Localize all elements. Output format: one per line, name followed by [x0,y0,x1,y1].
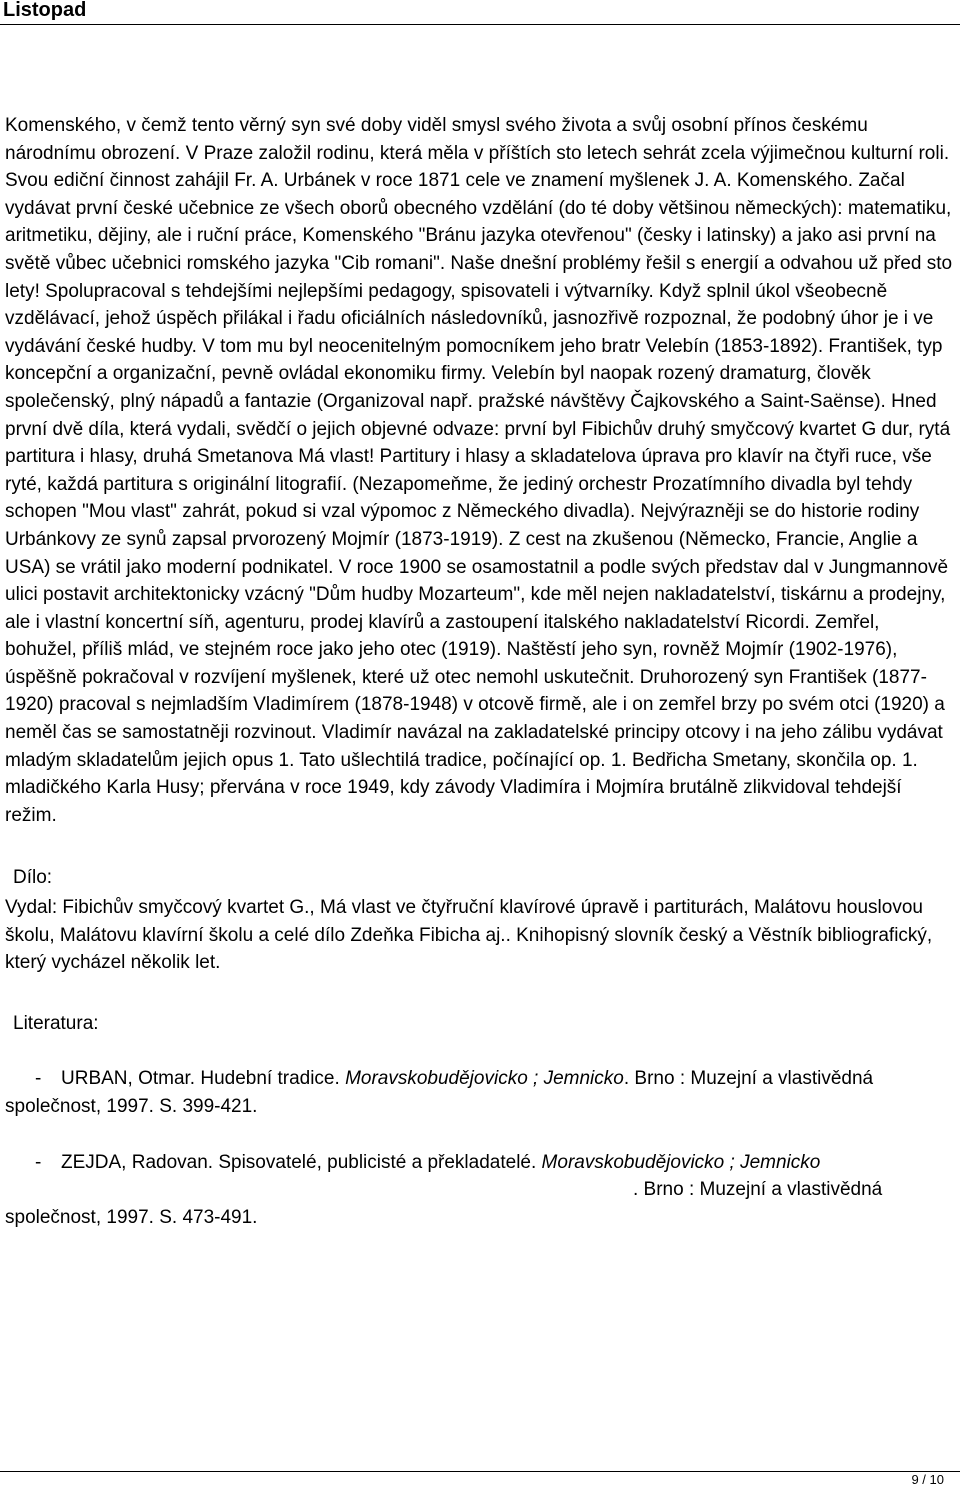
header-title: Listopad [3,0,87,21]
literature-item-title: Moravskobudějovicko ; Jemnicko [345,1068,624,1090]
list-dash: - [35,1151,42,1173]
page-header [0,0,960,26]
literature-item [5,1149,955,1232]
literature-item-suffix: . Brno : Muzejní a vlastivědná společnost, 1997. S. 473-491. [5,1179,883,1228]
header-divider [0,24,960,25]
footer-divider [0,1471,960,1472]
page-number: 9 / 10 [911,1472,944,1487]
literature-heading: Literatura: [13,1012,99,1034]
literature-item-suffix: . Brno : Muzejní a vlastivědná společnost, 1997. S. 399-421. [5,1068,874,1117]
literature-item-prefix: ZEJDA, Radovan. Spisovatelé, publicisté a překladatelé. [61,1151,542,1173]
literature-item [5,1065,955,1120]
work-text: Vydal: Fibichův smyčcový kvartet G., Má vlast ve čtyřruční klavírové úpravě i partiturách, Malátovu houslovou školu, Malátovu klavírní školu a celé dílo Zdeňka Fibicha aj.. Knihopisný slovník český a Věstník bibliografický, který vycházel několik let. [5,897,933,974]
document-content [5,112,955,1231]
literature-item-title: Moravskobudějovicko ; Jemnicko [541,1151,821,1173]
work-heading: Dílo: [13,867,53,889]
list-dash: - [35,1068,42,1090]
literature-item-prefix: URBAN, Otmar. Hudební tradice. [61,1068,346,1090]
body-paragraph: Komenského, v čemž tento věrný syn své doby viděl smysl svého života a svůj osobní přínos českému národnímu obrození. V Praze založil rodinu, která měla v příštích sto letech sehrát zcela výjimečnou kulturní roli. Svou ediční činnost zahájil Fr. A. Urbánek v roce 1871 cele ve znamení myšlenek J. A. Komenského. Začal vydávat první české učebnice ze všech oborů obecného vzdělání (do té doby většinou německých): matematiku, aritmetiku, dějiny, ale i ruční práce, Komenského "Bránu jazyka otevřenou" (česky i latinsky) a jako asi první na světě vůbec učebnici romského jazyka "Cib romani". Naše dnešní problémy řešil s energií a odvahou už před sto lety! Spolupracoval s tehdejšími nejlepšími pedagogy, spisovateli i výtvarníky. Když splnil úkol všeobecně vzdělávací, jehož úspěch přilákal i řadu oficiálních následovníků, jasnozřivě rozpoznal, že podobný úhor je i ve vydávání české hudby. V tom mu byl neocenitelným pomocníkem jeho bratr Velebín (1853-1892). František, typ koncepční a organizační, pevně ovládal ekonomiku firmy. Velebín byl naopak rozený dramaturg, člověk společenský, plný nápadů a fantazie (Organizoval např. pražské návštěvy Čajkovského a Saint-Saënse). Hned první dvě díla, která vydali, svědčí o jejich objevné odvaze: první byl Fibichův druhý smyčcový kvartet G dur, rytá partitura i hlasy, druhá Smetanova Má vlast! Partitury i hlasy a skladatelova úprava pro klavír na čtyři ruce, vše ryté, každá partitura s originální litografií. (Nezapomeňme, že jediný orchestr Prozatímního divadla byl tehdy schopen "Mou vlast" zahrát, pokud si vzal výpomoc z Německého divadla). Nejvýrazněji se do historie rodiny Urbánkovy ze synů zapsal prvorozený Mojmír (1873-1919). Z cest na zkušenou (Německo, Francie, Anglie a USA) se vrátil jako moderní podnikatel. V roce 1900 se osamostatnil a podle svých představ dal v Jungmannově ulici postavit architektonicky vzácný "Dům hudby Mozarteum", kde měl nejen nakladatelství, tiskárnu a prodejny, ale i vlastní koncertní síň, agenturu, prodej klavírů a zastoupení italského nakladatelství Ricordi. Zemřel, bohužel, příliš mlád, ve stejném roce jako jeho otec (1919). Naštěstí jeho syn, rovněž Mojmír (1902-1976), úspěšně pokračoval v rozvíjení myšlenek, které už otec nemohl uskutečnit. Druhorozený syn František (1877-1920) pracoval s nejmladším Vladimírem (1878-1948) v otcově firmě, ale i on zemřel brzy po svém otci (1920) a neměl čas se samostatněji rozvinout. Vladimír navázal na zakladatelské principy otcovy i na jeho zálibu vydávat mladým skladatelům jejich opus 1. Tato ušlechtilá tradice, počínající op. 1. Bedřicha Smetany, skončila op. 1. mladičkého Karla Husy; přervána v roce 1949, kdy závody Vladimíra i Mojmíra brutálně zlikvidoval tehdejší režim. [5,115,953,826]
